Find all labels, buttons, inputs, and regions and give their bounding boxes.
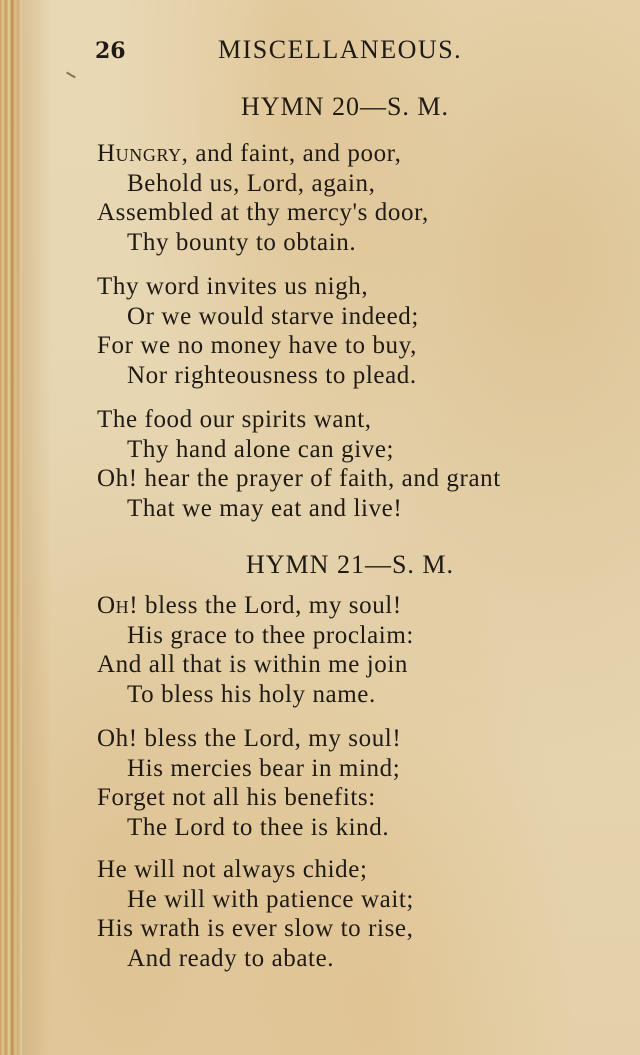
verse-line: Assembled at thy mercy's door, — [97, 199, 429, 226]
stanza — [97, 272, 419, 390]
verse-line: His mercies bear in mind; — [127, 754, 401, 782]
verse-line-rest: ! bless the Lord, my soul! — [129, 592, 402, 619]
verse-line: Nor righteousness to plead. — [127, 361, 417, 389]
stanza — [97, 855, 414, 973]
verse-line-rest: , and faint, and poor, — [181, 140, 402, 167]
verse-line: Oh! hear the prayer of faith, and grant — [97, 465, 501, 492]
verse-line: That we may eat and live! — [127, 494, 403, 522]
verse-line: His grace to thee proclaim: — [127, 621, 414, 649]
hymn-title: HYMN 20—S. M. — [241, 92, 450, 121]
verse-line: Oh! bless the Lord, my soul! — [97, 725, 402, 752]
hymn-title: HYMN 21—S. M. — [246, 550, 455, 579]
verse-line: For we no money have to buy, — [97, 332, 417, 359]
verse-line: To bless his holy name. — [127, 680, 376, 708]
verse-line: He will not always chide; — [97, 856, 368, 883]
verse-line: Behold us, Lord, again, — [127, 169, 376, 197]
stanza — [97, 405, 501, 523]
verse-line: Thy bounty to obtain. — [127, 228, 357, 256]
stanza — [97, 724, 401, 842]
spine-shadow — [22, 0, 52, 1055]
book-spine-edge — [0, 0, 22, 1055]
verse-line — [97, 591, 414, 621]
verse-line — [97, 139, 429, 169]
verse-line: The food our spirits want, — [97, 406, 372, 433]
stanza — [97, 139, 429, 257]
verse-line: And ready to abate. — [127, 944, 335, 972]
verse-line: His wrath is ever slow to rise, — [97, 915, 414, 942]
first-word-smallcaps: Oh — [97, 592, 130, 619]
ink-mark — [66, 72, 76, 79]
page-number: 26 — [95, 38, 126, 64]
verse-line: The Lord to thee is kind. — [127, 813, 390, 841]
first-word-smallcaps: Hungry — [97, 140, 182, 167]
verse-line: Thy hand alone can give; — [127, 435, 395, 463]
verse-line: And all that is within me join — [97, 651, 409, 678]
running-header: MISCELLANEOUS. — [218, 35, 463, 64]
verse-line: He will with patience wait; — [127, 885, 414, 913]
verse-line: Thy word invites us nigh, — [97, 273, 369, 300]
verse-line: Forget not all his benefits: — [97, 784, 376, 811]
stanza — [97, 591, 414, 709]
verse-line: Or we would starve indeed; — [127, 302, 419, 330]
